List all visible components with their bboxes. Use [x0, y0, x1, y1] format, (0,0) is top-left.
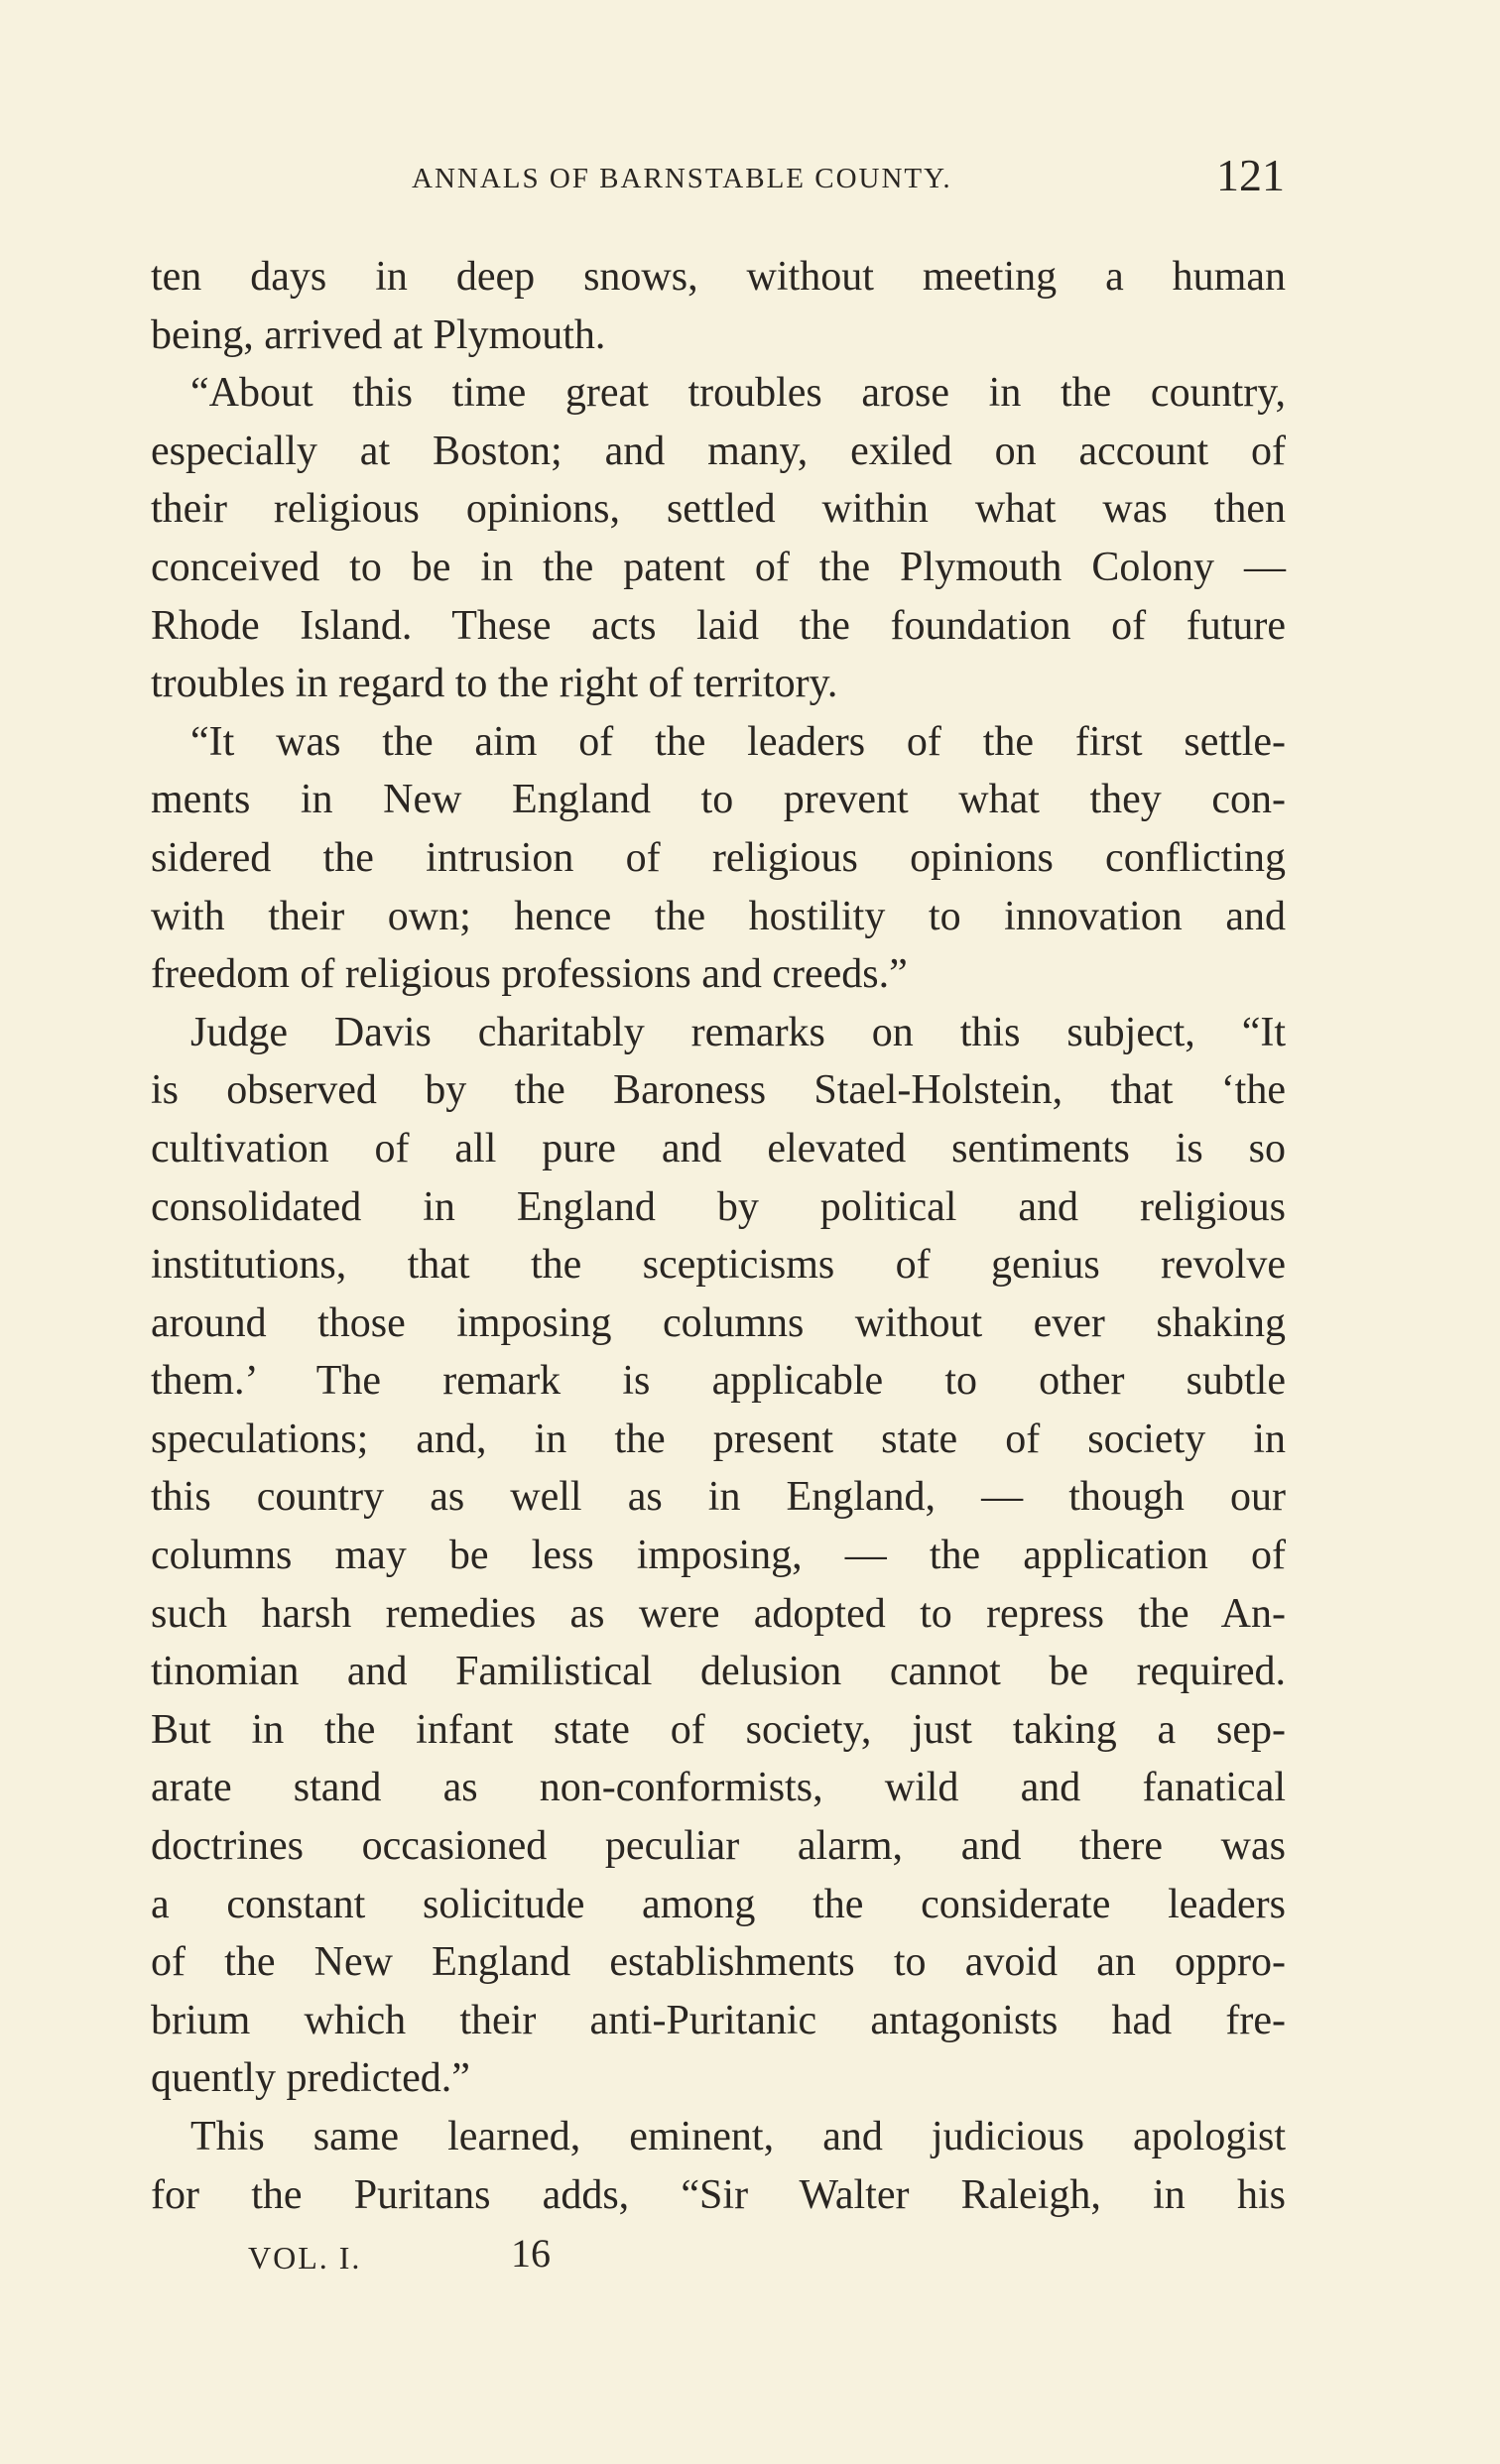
text-line: troubles in regard to the right of territory.: [151, 661, 838, 707]
text-line: conceived to be in the patent of the Plymouth Colony —: [151, 544, 1286, 590]
text-line: them.’ The remark is applicable to other subtle: [151, 1358, 1286, 1405]
text-line: especially at Boston; and many, exiled on account of: [151, 428, 1286, 474]
text-line: of the New England establishments to avoid an oppro-: [151, 1939, 1286, 1986]
text-line: tinomian and Familistical delusion cannot be required.: [151, 1649, 1286, 1695]
text-line: consolidated in England by political and religious: [151, 1183, 1286, 1230]
text-line: their religious opinions, settled within what was then: [151, 486, 1286, 533]
text-line: is observed by the Baroness Stael-Holstein, that ‘the: [151, 1067, 1286, 1114]
running-title: ANNALS OF BARNSTABLE COUNTY.: [412, 163, 952, 194]
body-text: [151, 248, 1286, 2224]
volume-label: VOL. I.: [248, 2240, 362, 2276]
text-line: with their own; hence the hostility to innovation and: [151, 893, 1286, 939]
text-line: ten days in deep snows, without meeting a human: [151, 254, 1286, 300]
text-line: brium which their anti-Puritanic antagonists had fre-: [151, 1997, 1286, 2043]
signature-mark: 16: [511, 2231, 551, 2276]
text-line: freedom of religious professions and creeds.”: [151, 951, 908, 998]
running-head: [412, 149, 1285, 198]
text-line: doctrines occasioned peculiar alarm, and there was: [151, 1823, 1286, 1870]
text-line: This same learned, eminent, and judicious apologist: [190, 2114, 1286, 2159]
page-number: 121: [1216, 150, 1285, 200]
text-line: this country as well as in England, — though our: [151, 1474, 1286, 1521]
page-footer: [248, 2230, 645, 2289]
text-line: for the Puritans adds, “Sir Walter Raleigh, in his: [151, 2171, 1286, 2218]
text-line: columns may be less imposing, — the application of: [151, 1533, 1286, 1579]
text-line: speculations; and, in the present state of society in: [151, 1416, 1286, 1462]
text-line: being, arrived at Plymouth.: [151, 311, 606, 358]
text-line: cultivation of all pure and elevated sentiments is so: [151, 1125, 1286, 1171]
text-line: such harsh remedies as were adopted to repress the An-: [151, 1590, 1286, 1637]
text-line: institutions, that the scepticisms of genius revolve: [151, 1242, 1286, 1289]
text-line: ments in New England to prevent what they con-: [151, 777, 1286, 823]
text-line: quently predicted.”: [151, 2055, 470, 2102]
text-line: sidered the intrusion of religious opinions conflicting: [151, 834, 1286, 881]
text-line: “It was the aim of the leaders of the first settle-: [190, 718, 1286, 765]
text-line: “About this time great troubles arose in the country,: [190, 370, 1286, 417]
text-line: a constant solicitude among the considerate leaders: [151, 1881, 1286, 1927]
text-line: around those imposing columns without ever shaking: [151, 1299, 1286, 1346]
text-line: arate stand as non-conformists, wild and fanatical: [151, 1765, 1286, 1811]
text-line: But in the infant state of society, just taking a sep-: [151, 1706, 1286, 1753]
text-line: Rhode Island. These acts laid the foundation of future: [151, 602, 1286, 649]
text-line: Judge Davis charitably remarks on this subject, “It: [190, 1009, 1286, 1055]
